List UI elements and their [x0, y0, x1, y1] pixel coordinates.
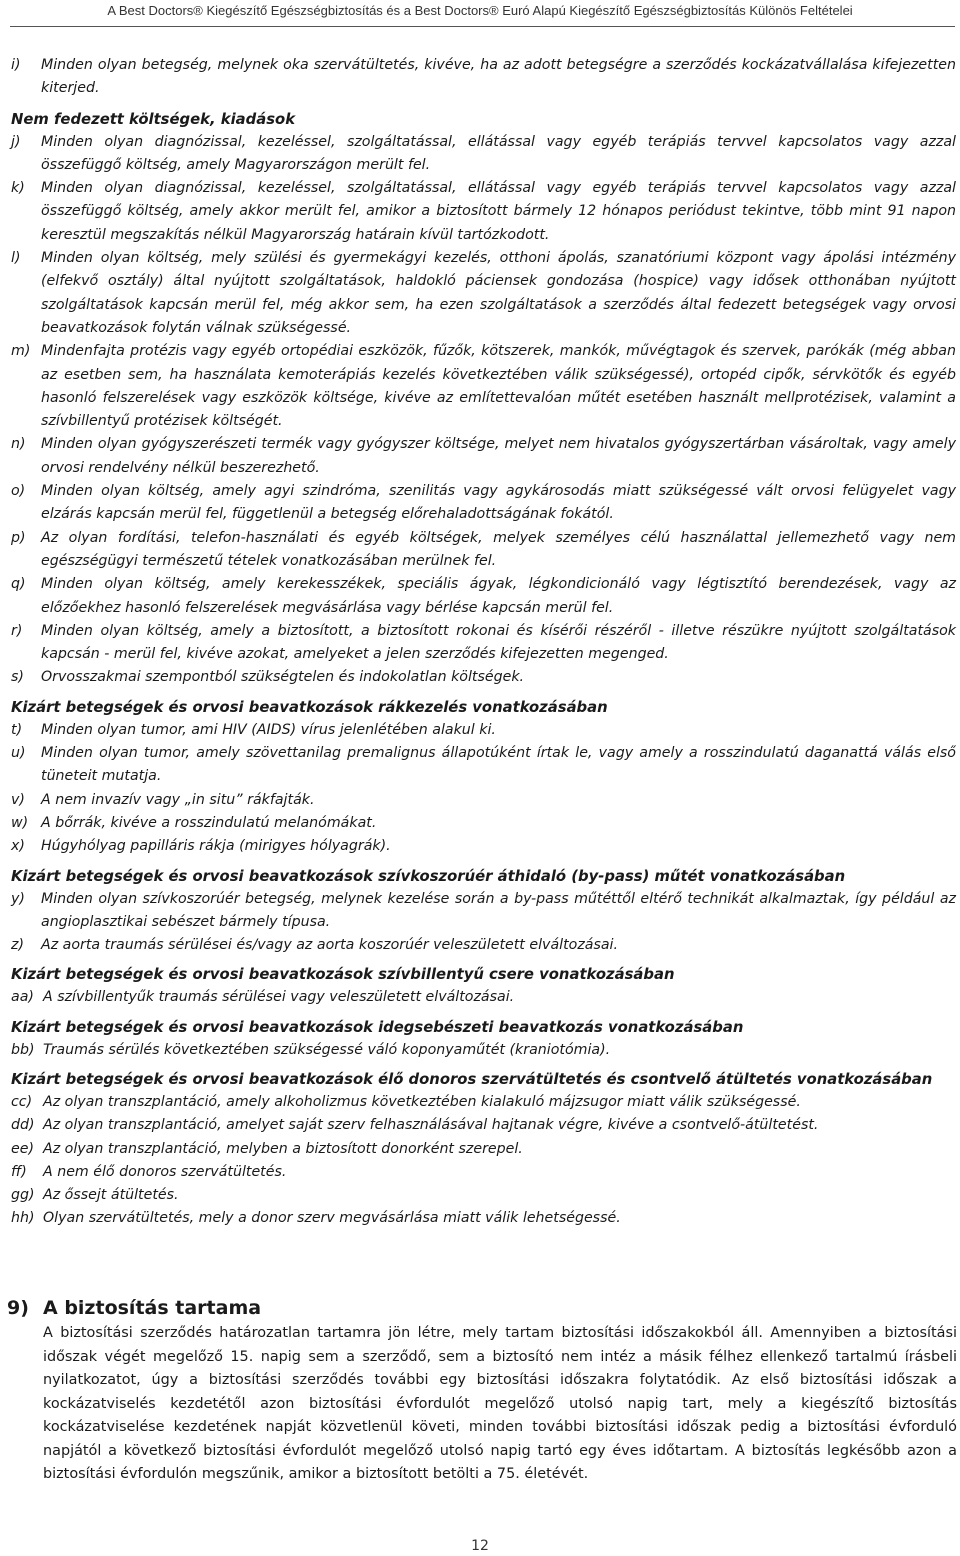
list-item — [11, 1184, 956, 1207]
heading-nem-fedezett: Nem fedezett költségek, kiadások — [11, 110, 296, 128]
list-item-marker: q) — [11, 576, 26, 593]
list-bypass — [11, 888, 956, 958]
list-item — [11, 131, 956, 178]
list-item-text: Minden olyan költség, amely a biztosított, a biztosított rokonai és kísérői részéről - illetve részükre nyújtott szolgáltatások kapcsán - merül fel, kivéve azokat, amelyeket a jelen szerződés kifejezetten megenged. — [41, 622, 956, 663]
list-item-marker: aa) — [11, 989, 34, 1006]
list-item-marker: o) — [11, 483, 26, 500]
list-item — [11, 934, 956, 957]
list-item — [11, 1138, 956, 1161]
list-item-marker: i) — [11, 57, 21, 73]
list-item-text: Minden olyan szívkoszorúér betegség, melynek kezelése során a by-pass műtéttől eltérő technikát alkalmaztak, így például az angioplasztikai sebészet bármely típusa. — [41, 890, 956, 930]
header-title: A Best Doctors® Kiegészítő Egészségbiztosítás és a Best Doctors® Euró Alapú Kiegészítő Egészségbiztosítás Különös Feltételei — [107, 3, 853, 18]
list-item-marker: cc) — [11, 1093, 33, 1110]
page-number: 12 — [471, 1538, 489, 1554]
list-item-marker: bb) — [11, 1041, 35, 1058]
list-item-marker: gg) — [11, 1187, 35, 1204]
list-item-text: A bőrrák, kivéve a rosszindulatú melanómákat. — [41, 814, 377, 831]
list-item-text: Minden olyan tumor, amely szövettanilag premalignus állapotúként írtak le, vagy amely a rosszindulatú daganattá válás első tüneteit mutatja. — [41, 745, 956, 785]
section-heading: A biztosítás tartama — [43, 1297, 262, 1319]
list-item-text: Minden olyan diagnózissal, kezeléssel, szolgáltatással, ellátással vagy egyéb terápiás tervvel kapcsolatos vagy azzal összefüggő költség, amely Magyarországon merült fel. — [41, 133, 956, 173]
list-item-marker: k) — [11, 180, 25, 197]
list-item-marker: l) — [11, 250, 21, 267]
list-item-text: Az olyan transzplantáció, amely alkoholizmus következtében kialakuló májzsugor miatt válik szükségessé. — [43, 1093, 801, 1110]
list-item — [11, 986, 956, 1009]
main-content — [11, 54, 956, 1231]
list-donor — [11, 1091, 956, 1231]
page-header — [0, 0, 960, 26]
list-item — [11, 1091, 956, 1114]
list-item — [11, 620, 956, 667]
list-item-marker: ee) — [11, 1140, 34, 1157]
list-item-marker: z) — [11, 937, 24, 954]
list-item — [11, 742, 956, 789]
section-body: A biztosítási szerződés határozatlan tartamra jön létre, mely tartam biztosítási időszakokból áll. Amennyiben a biztosítási időszak végét megelőző 15. napig sem a szerződő, sem a biztosító nem intéz a másik félhez ellenkező tartalmú írásbeli nyilatkozatot, úgy a biztosítási szerződés további egy biztosítási időszakra folytatódik. Az első biztosítási időszak a kockázatviselés kezdetétől azon biztosítási évfordulót megelőző utolsó napig tart, mely a kiegészítő biztosítás kockázatviselése kezdetének napját közvetlenül követi, minden további biztosítási időszak pedig a biztosítási évforduló napjától a következő biztosítási évfordulót megelőző utolsó napig tartó egy éves időtartam. A biztosítás legkésőbb azon a biztosítási évfordulón megszűnik, amikor a biztosított betölti a 75. életévét. — [43, 1325, 957, 1482]
list-item-text: Traumás sérülés következtében szükségessé váló koponyaműtét (kraniotómia). — [43, 1041, 611, 1058]
heading-idegsebeszet: Kizárt betegségek és orvosi beavatkozások idegsebészeti beavatkozás vonatkozásában — [11, 1018, 744, 1036]
list-item — [11, 527, 956, 574]
list-item-marker: x) — [11, 838, 25, 855]
list-item-marker: s) — [11, 669, 24, 686]
list-billentyu — [11, 986, 956, 1009]
list-item-text: Minden olyan tumor, ami HIV (AIDS) vírus jelenlétében alakul ki. — [41, 721, 496, 738]
list-i — [11, 54, 956, 101]
list-item-text: A szívbillentyűk traumás sérülései vagy veleszületett elváltozásai. — [43, 989, 515, 1006]
list-item — [11, 1207, 956, 1230]
list-item-marker: y) — [11, 890, 25, 907]
list-item-text: Az olyan transzplantáció, melyben a biztosított donorként szerepel. — [43, 1140, 523, 1157]
list-item-text: Olyan szervátültetés, mely a donor szerv megvásárlása miatt válik lehetségessé. — [43, 1210, 621, 1227]
list-item-marker: ff) — [11, 1163, 27, 1180]
list-item-text: Húgyhólyag papilláris rákja (mirigyes hólyagrák). — [41, 838, 391, 855]
list-item-text: Mindenfajta protézis vagy egyéb ortopédiai eszközök, fűzők, kötszerek, mankók, művégtagok és szervek, parókák (még abban az esetben sem, ha használata kemoterápiás kezelés következtében válik szükségessé), ortopéd cipők, sérvkötők és egyéb hasonló felszerelések vagy eszközök költsége, kivéve az említettevalóan műtét esetében használt mellprotézisek, valamint a szívbillentyű protézisek költségét. — [41, 343, 956, 430]
list-item-text: A nem invazív vagy „in situ” rákfajták. — [41, 791, 315, 808]
header-divider — [10, 26, 955, 27]
list-item — [11, 666, 956, 689]
list-item — [11, 888, 956, 935]
list-item-text: A nem élő donoros szervátültetés. — [43, 1163, 287, 1180]
list-item-marker: p) — [11, 529, 26, 546]
list-item-text: Az őssejt átültetés. — [43, 1187, 179, 1204]
list-item — [11, 1039, 956, 1062]
list-item-text: Orvosszakmai szempontból szükségtelen és indokolatlan költségek. — [41, 669, 525, 686]
list-item-text: Minden olyan költség, amely kerekesszékek, speciális ágyak, légkondicionáló vagy légtisztító berendezések, vagy az előzőekhez hasonló felszerelések megvásárlása vagy bérlése kapcsán merül fel. — [41, 576, 956, 616]
list-item — [11, 433, 956, 480]
list-item-text: Az olyan fordítási, telefon-használati és egyéb költségek, melyek személyes célú használattal jellemezhető vagy nem egészségügyi természetű tételek vonatkozásában merülnek fel. — [41, 529, 956, 569]
list-item-marker: v) — [11, 791, 25, 808]
list-nem-fedezett — [11, 131, 956, 690]
list-item — [11, 789, 956, 812]
heading-billentyu: Kizárt betegségek és orvosi beavatkozások szívbillentyű csere vonatkozásában — [11, 966, 675, 984]
heading-donor: Kizárt betegségek és orvosi beavatkozások élő donoros szervátültetés és csontvelő átültetés vonatkozásában — [11, 1070, 933, 1088]
list-item — [11, 54, 956, 101]
heading-bypass: Kizárt betegségek és orvosi beavatkozások szívkoszorúér áthidaló (by-pass) műtét vonatkozásában — [11, 867, 846, 885]
list-item-text: Minden olyan gyógyszerészeti termék vagy gyógyszer költsége, melyet nem hivatalos gyógyszertárban vásároltak, vagy amely orvosi rendelvény nélkül beszerezhető. — [41, 436, 956, 476]
list-item-marker: dd) — [11, 1117, 35, 1134]
list-rak — [11, 719, 956, 859]
list-item-marker: j) — [11, 133, 21, 150]
section-number: 9) — [7, 1297, 29, 1319]
list-item — [11, 480, 956, 527]
list-idegsebeszet — [11, 1039, 956, 1062]
list-item-marker: r) — [11, 622, 23, 639]
list-item-marker: t) — [11, 721, 23, 738]
list-item — [11, 719, 956, 742]
list-item — [11, 340, 956, 433]
list-item-text: Minden olyan diagnózissal, kezeléssel, szolgáltatással, ellátással vagy egyéb terápiás tervvel kapcsolatos vagy azzal összefüggő költség, amely akkor merült fel, amikor a biztosított bármely 12 hónapos periódust tekintve, több mint 91 napon keresztül megszakítás nélkül Magyarország határain kívül tartózkodott. — [41, 180, 956, 243]
list-item — [11, 573, 956, 620]
list-item — [11, 835, 956, 858]
list-item-marker: n) — [11, 436, 26, 453]
list-item-text: Minden olyan költség, mely szülési és gyermekágyi kezelés, otthoni ápolás, szanatóriumi központ vagy ápolási intézmény (elfekvő osztály) által nyújtott szolgáltatások, haldokló páciensek gondozása (hospice) vagy idősek otthonában nyújtott szolgáltatások kapcsán merül fel, még akkor sem, ha ezen szolgáltatások a szerződés által fedezett betegségek vagy orvosi beavatkozások folytán válnak szükségessé. — [41, 250, 956, 336]
list-item — [11, 247, 956, 340]
list-item-text: Az olyan transzplantáció, amelyet saját szerv felhasználásával hajtanak végre, kivéve a csontvelő-átültetést. — [43, 1117, 819, 1134]
list-item-text: Az aorta traumás sérülései és/vagy az aorta koszorúér veleszületett elváltozásai. — [41, 937, 619, 954]
list-item — [11, 812, 956, 835]
list-item — [11, 1114, 956, 1137]
list-item-text: Minden olyan betegség, melynek oka szervátültetés, kivéve, ha az adott betegségre a szerződés kockázatvállalása kifejezetten kiterjed. — [41, 57, 956, 97]
list-item — [11, 177, 956, 247]
list-item-marker: m) — [11, 343, 31, 360]
list-item — [11, 1161, 956, 1184]
list-item-text: Minden olyan költség, amely agyi szindróma, szenilitás vagy agykárosodás miatt szükségessé vált orvosi felügyelet vagy elzárás kapcsán merül fel, függetlenül a betegség előrehaladottságának fokától. — [41, 483, 956, 523]
heading-rak: Kizárt betegségek és orvosi beavatkozások rákkezelés vonatkozásában — [11, 698, 608, 716]
section-title — [7, 1294, 957, 1322]
list-item-marker: w) — [11, 814, 29, 831]
list-item-marker: hh) — [11, 1210, 35, 1227]
list-item-marker: u) — [11, 745, 26, 762]
section-9 — [7, 1294, 957, 1487]
